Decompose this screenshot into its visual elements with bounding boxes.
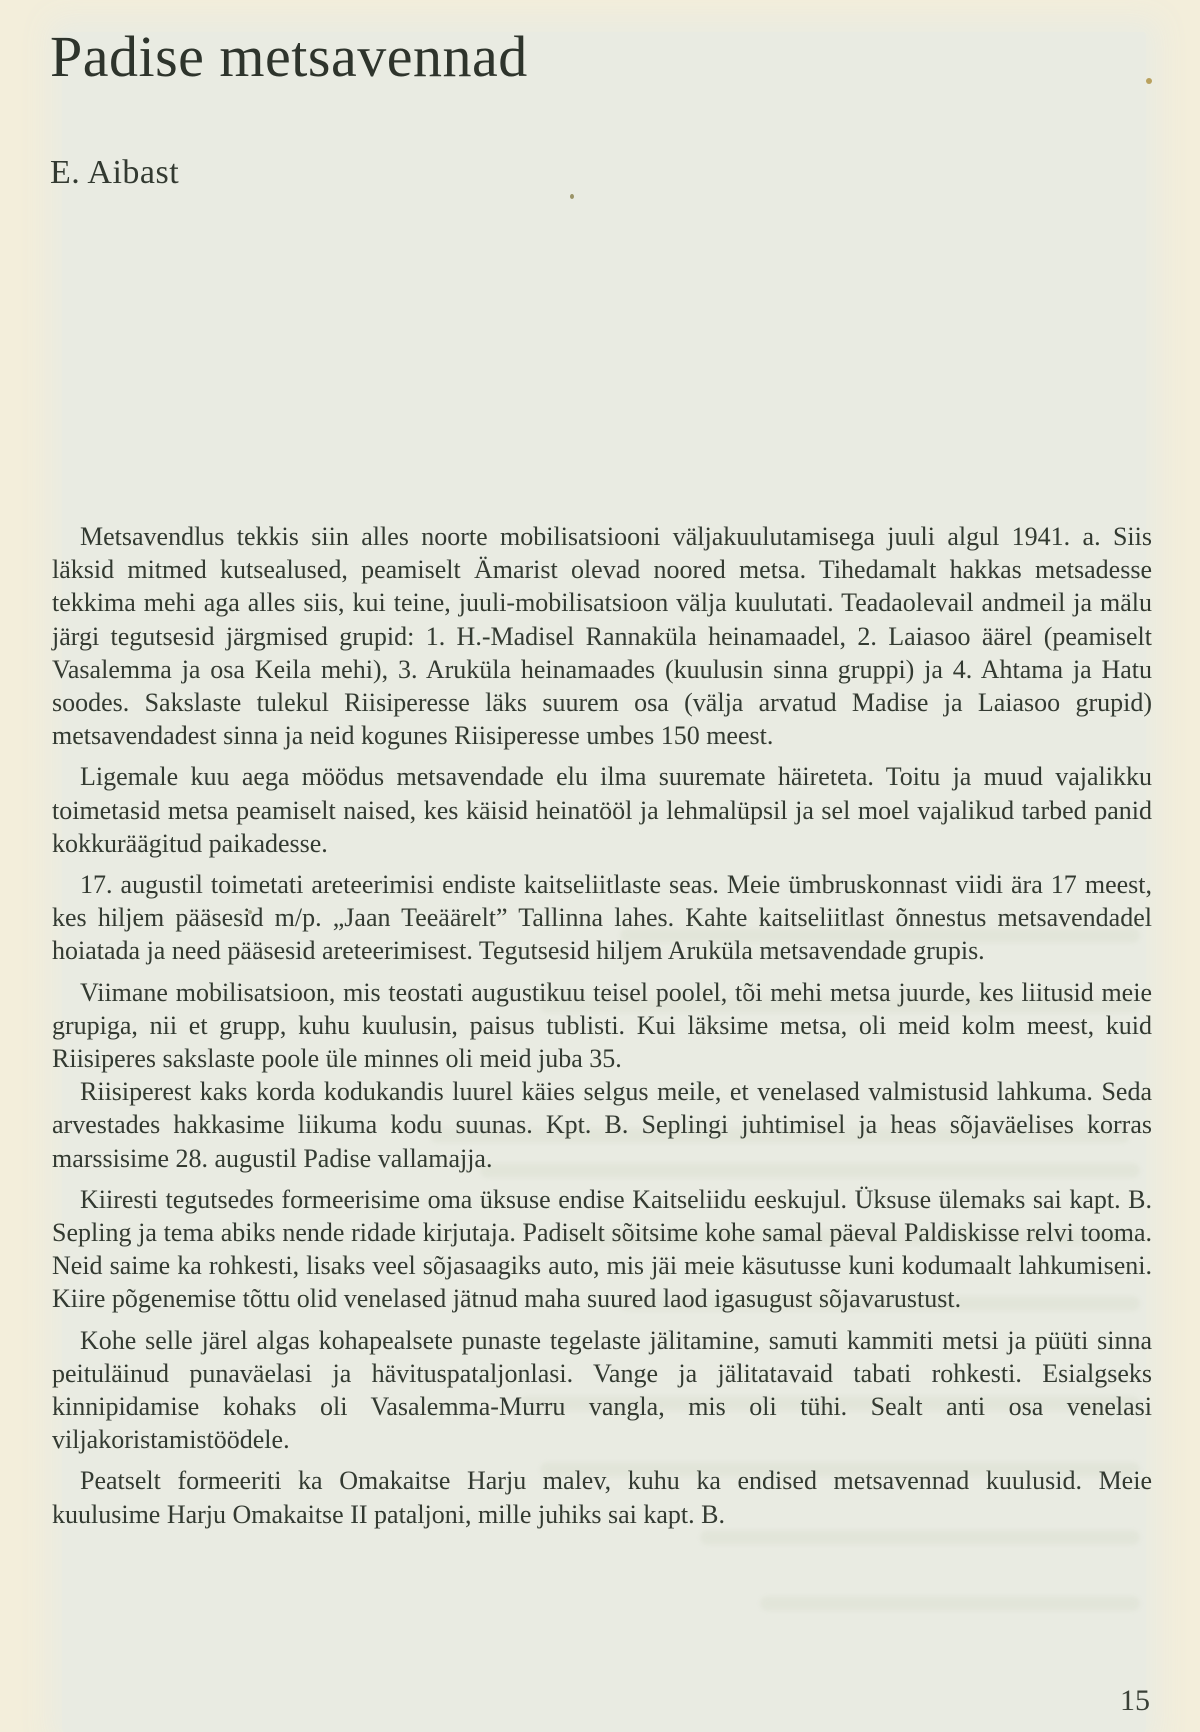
paragraph: Kiiresti tegutsedes formeerisime oma üksuse endise Kaitseliidu eeskujul. Üksuse ülemaks sai kapt. B. Sepling ja tema abiks nende ridade kirjutaja. Padiselt sõitsime kohe samal päeval Paldiskisse relvi tooma. Neid saime ka rohkesti, lisaks veel sõjasaagiks auto, mis jäi meie käsutusse kuni kodumaalt lahkumiseni. Kiire põgenemise tõttu olid venelased jätnud maha suured laod igasugust sõjavarustust. <box>52 1184 1152 1314</box>
paragraph: Ligemale kuu aega möödus metsavendade elu ilma suuremate häireteta. Toitu ja muud vajalikku toimetasid metsa peamiselt naised, kes käisid heinatööl ja lehmalüpsil ja sel moel vajalikud tarbed panid kokkuräägitud paikadesse. <box>52 762 1152 858</box>
paragraph: Kohe selle järel algas kohapealsete punaste tegelaste jälitamine, samuti kammiti metsi ja püüti sinna peituläinud punaväelasi ja hävituspataljonlasi. Vange ja jälitatavaid tabati rohkesti. Esialgseks kinnipidamise kohaks oli Vasalemma-Murru vangla, mis oli tühi. Sealt anti osa venelasi viljakoristamistöödele. <box>52 1325 1152 1455</box>
paragraph: Viimane mobilisatsioon, mis teostati augustikuu teisel poolel, tõi mehi metsa juurde, kes liitusid meie grupiga, nii et grupp, kuhu kuulusin, paisus tublisti. Kui läksime metsa, oli meid kolm meest, kuid Riisiperes sakslaste poole üle minnes oli meid juba 35. <box>52 977 1152 1074</box>
bleed-through-line <box>760 1596 1140 1611</box>
bleed-through-line <box>700 1530 1140 1545</box>
paper-speck <box>1146 78 1152 84</box>
body-text <box>52 520 1152 1531</box>
author-name: E. Aibast <box>50 154 180 191</box>
paragraph: Metsavendlus tekkis siin alles noorte mobilisatsiooni väljakuulutamisega juuli algul 1941. a. Siis läksid mitmed kutsealused, peamiselt Ämarist olevad noored metsa. Tihedamalt hakkas metsadesse tekkima mehi aga alles siis, kui teine, juuli-mobilisatsioon välja kuulutati. Teadaolevail andmeil ja mälu järgi tegutsesid järgmised grupid: 1. H.-Madisel Rannaküla heinamaadel, 2. Laiasoo äärel (peamiselt Vasalemma ja osa Keila mehi), 3. Aruküla heinamaades (kuulusin sinna gruppi) ja 4. Ahtama ja Hatu soodes. Sakslaste tulekul Riisiperesse läks suurem osa (välja arvatud Madise ja Laiasoo grupid) metsavendadest sinna ja neid kogunes Riisiperesse umbes 150 meest. <box>52 522 1152 751</box>
paper-speck <box>570 194 574 199</box>
page-title: Padise metsavennad <box>50 24 528 89</box>
paragraph: 17. augustil toimetati areteerimisi endiste kaitseliitlaste seas. Meie ümbruskonnast viidi ära 17 meest, kes hiljem pääsesid m/p. „Jaan Teeäärelt” Tallinna lahes. Kahte kaitseliitlast õnnestus metsavendadel hoiatada ja need pääsesid areteerimisest. Tegutsesid hiljem Aruküla metsavendade grupis. <box>52 870 1152 966</box>
page-number: 15 <box>1120 1684 1150 1717</box>
paragraph: Riisiperest kaks korda kodukandis luurel käies selgus meile, et venelased valmistusid lahkuma. Seda arvestades hakkasime liikuma kodu suunas. Kpt. B. Seplingi juhtimisel ja heas sõjaväelises korras marssisime 28. augustil Padise vallamajja. <box>52 1077 1152 1173</box>
paragraph: Peatselt formeeriti ka Omakaitse Harju malev, kuhu ka endised metsavennad kuulusid. Meie kuulusime Harju Omakaitse II pataljoni, mille juhiks sai kapt. B. <box>52 1466 1152 1529</box>
